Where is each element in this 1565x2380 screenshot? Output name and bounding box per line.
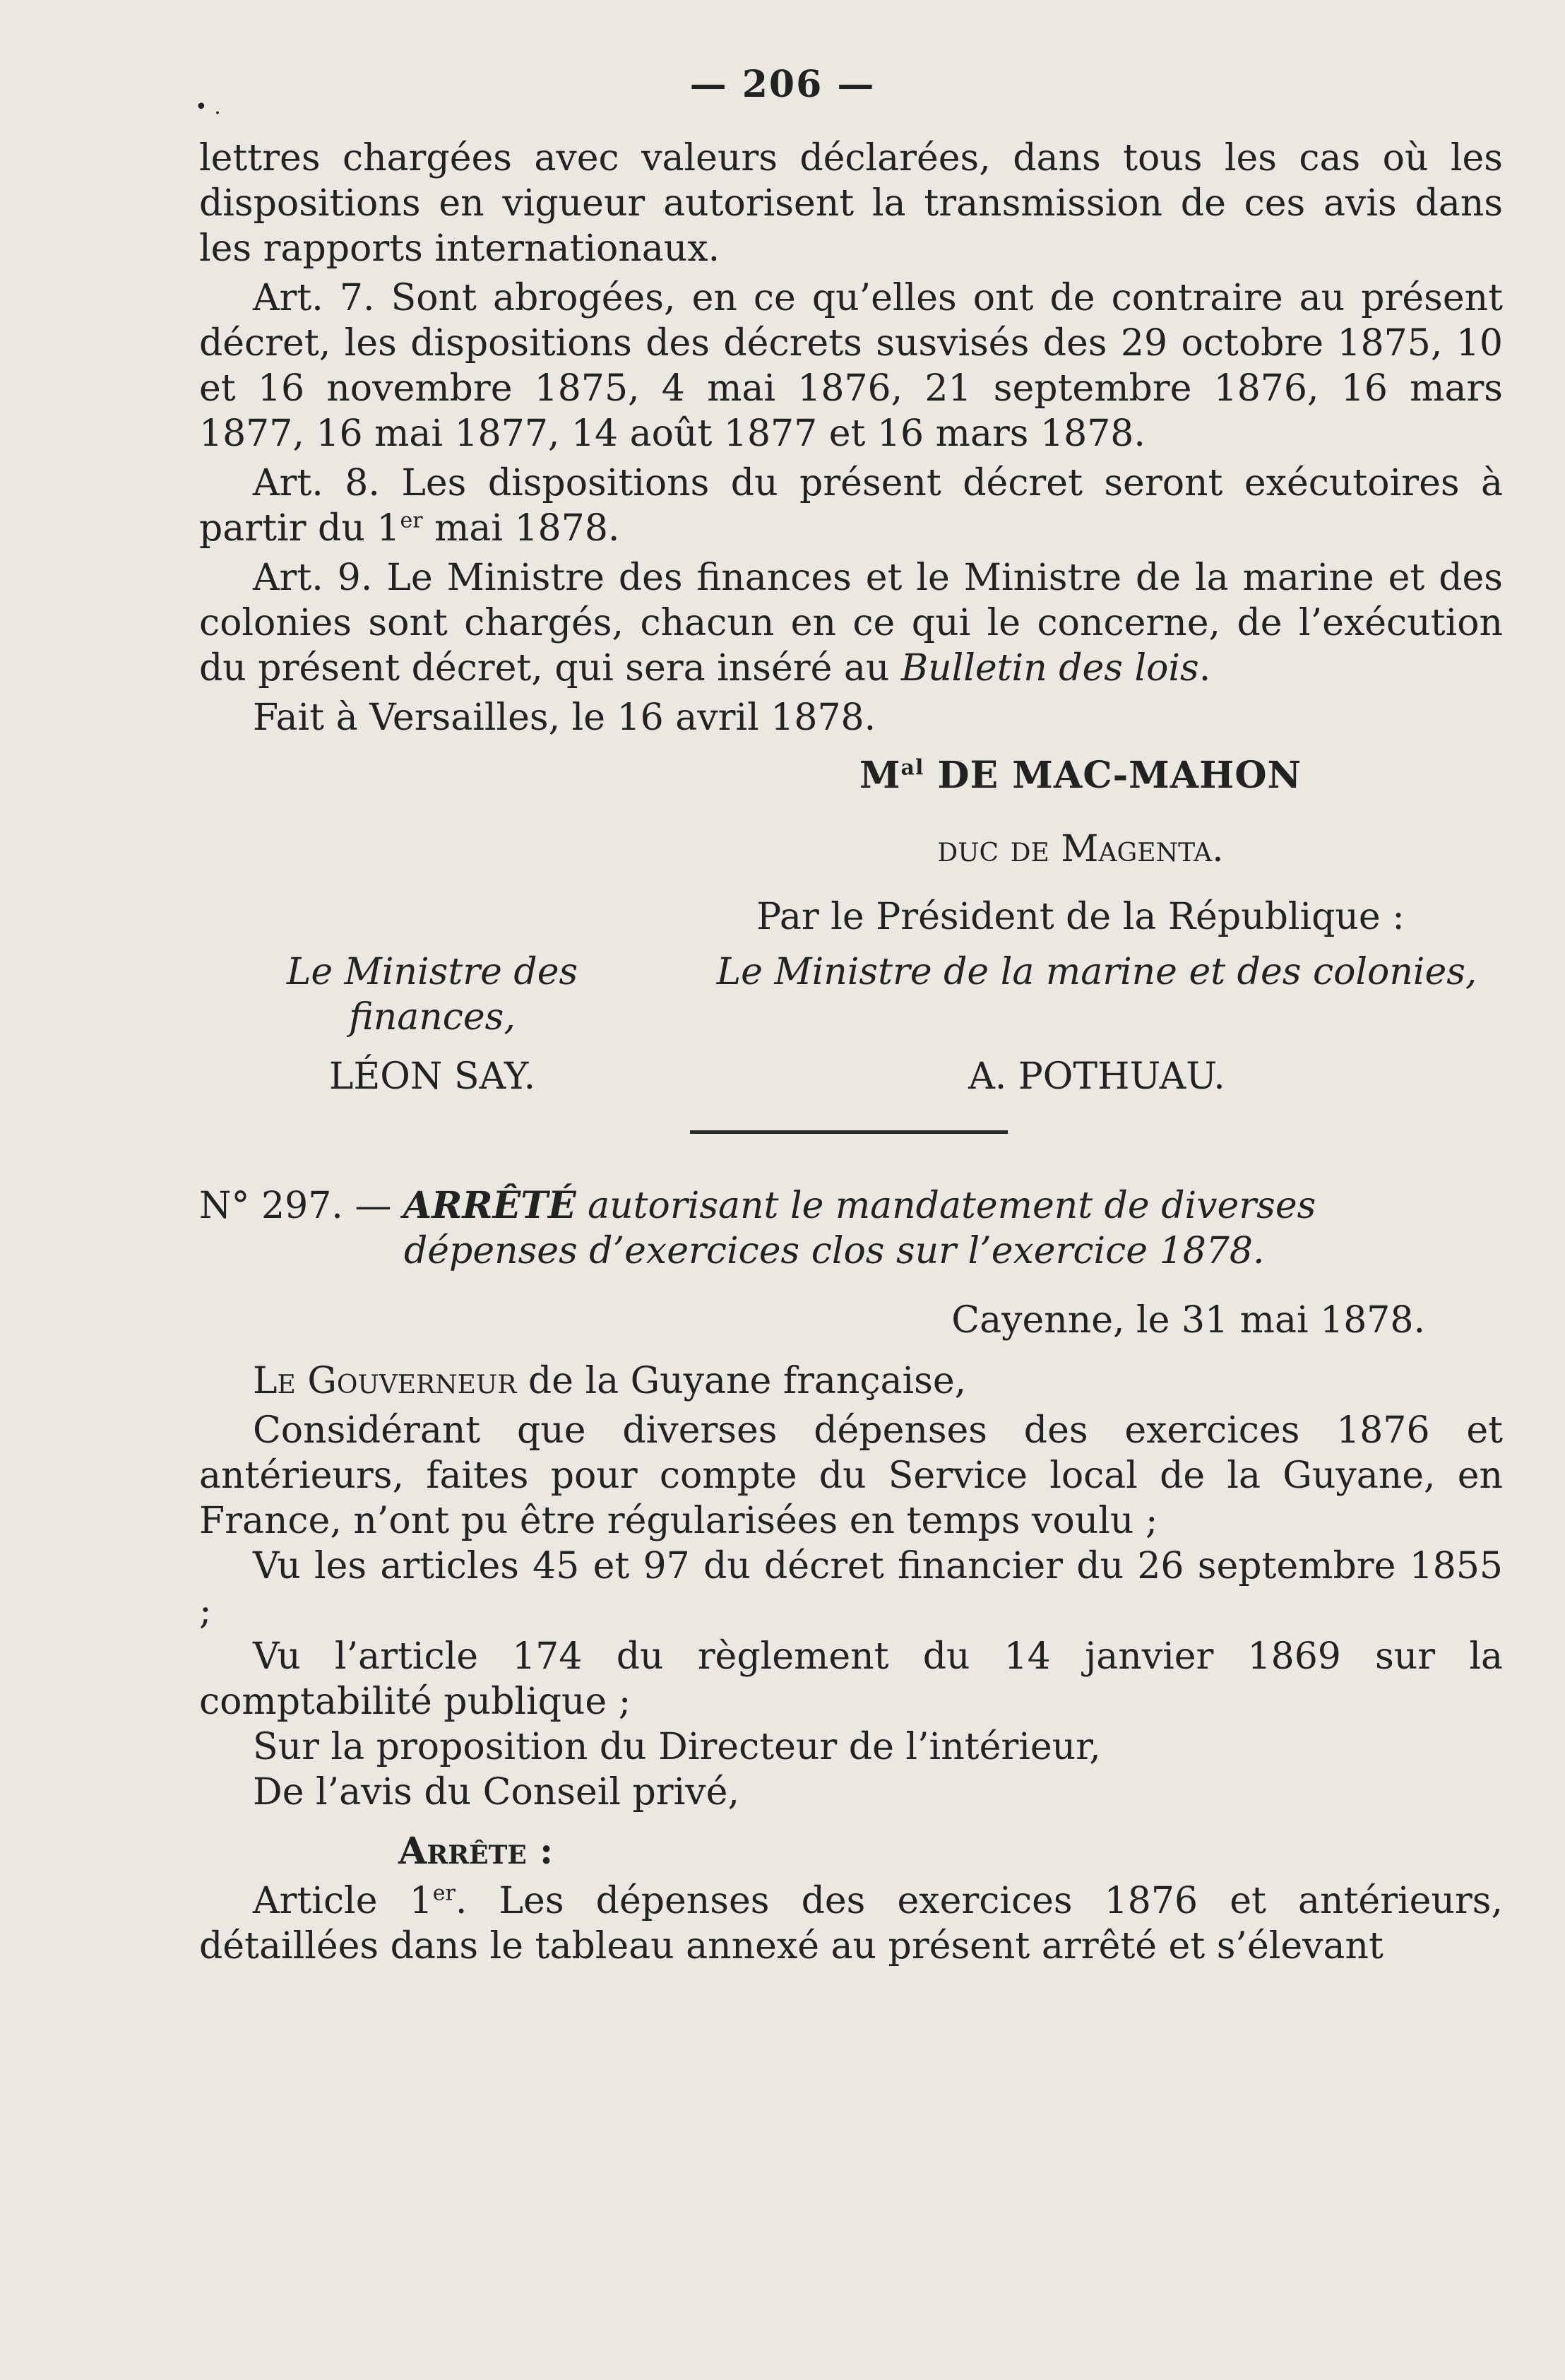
article-8-text: Art. 8. Les dispositions du présent décret seront exécutoires à partir du 1 [199, 462, 1503, 550]
arrete-heading: Arrête : [398, 1830, 554, 1873]
article-1 [199, 1878, 1503, 1969]
paragraph-continuation: lettres chargées avec valeurs déclarées, dans tous les cas où les dispositions en vigueur autorisent la transmission de ces avis dans les rapports internationaux. [199, 137, 1503, 270]
decree-title-line2: dépenses d’exercices clos sur l’exercice 1878. [404, 1230, 1265, 1272]
article-7: Art. 7. Sont abrogées, en ce qu’elles ont de contraire au présent décret, les dispositions des décrets susvisés des 29 octobre 1875, 10 et 16 novembre 1875, 4 mai 1876, 21 septembre 1876, 16 mars 1877, 16 mai 1877, 14 août 1877 et 16 mars 1878. [199, 277, 1503, 455]
article-9-text: Art. 9. Le Ministre des finances et le Ministre de la marine et des colonies sont chargés, chacun en ce qui le concerne, de l’exécution du présent décret, qui sera inséré au [199, 557, 1503, 689]
vu-articles: Vu les articles 45 et 97 du décret financier du 26 septembre 1855 ; [199, 1545, 1503, 1633]
page-body [199, 136, 1503, 1969]
marshal-name: DE MAC-MAHON [924, 754, 1302, 797]
avis-conseil: De l’avis du Conseil privé, [253, 1771, 739, 1813]
decree-title [199, 1183, 1503, 1229]
signature-marshal [199, 753, 1503, 798]
article-8-sup: er [400, 508, 423, 533]
fait-a-versailles: Fait à Versailles, le 16 avril 1878. [253, 697, 876, 739]
decree-title-rest: autorisant le mandatement de diverses [576, 1185, 1316, 1227]
article-1-text-end: . Les dépenses des exercices 1876 et antérieurs, détaillées dans le tableau annexé au présent arrêté et s’élevant [199, 1880, 1504, 1967]
article-9-text-end: . [1198, 647, 1211, 689]
left-minister-name: LÉON SAY. [328, 1055, 536, 1098]
marshal-prefix: M [859, 754, 901, 797]
article-8 [199, 461, 1503, 551]
considerant: Considérant que diverses dépenses des exercices 1876 et antérieurs, faites pour compte du Service local de la Guyane, en France, n’ont pu être régularisées en temps voulu ; [199, 1409, 1503, 1542]
ministers-titles [199, 949, 1503, 1040]
page-number: — 206 — [689, 63, 876, 106]
stray-mark: • . [195, 95, 221, 119]
governor-rest: de la Guyane française, [516, 1360, 967, 1402]
decree-date: Cayenne, le 31 mai 1878. [951, 1299, 1425, 1342]
article-1-sup: er [432, 1881, 456, 1906]
decree-number: N° 297. — [199, 1185, 403, 1227]
bulletin-des-lois: Bulletin des lois [900, 647, 1199, 689]
governor-line [199, 1358, 1503, 1404]
article-1-text: Article 1 [253, 1880, 433, 1922]
signature-duke: duc de Magenta. [937, 828, 1224, 870]
right-minister-title: Le Ministre de la marine et des colonies, [716, 951, 1477, 993]
article-8-text-end: mai 1878. [422, 507, 620, 550]
by-president: Par le Président de la République : [756, 896, 1405, 938]
section-divider [690, 1130, 1008, 1134]
sur-proposition: Sur la proposition du Directeur de l’intérieur, [253, 1726, 1101, 1768]
ministers-names [199, 1054, 1503, 1099]
right-minister-name: A. POTHUAU. [968, 1055, 1225, 1098]
vu-reglement: Vu l’article 174 du règlement du 14 janvier 1869 sur la comptabilité publique ; [199, 1635, 1503, 1723]
left-minister-title: Le Ministre des finances, [286, 951, 578, 1038]
governor-title: Le Gouverneur [253, 1360, 517, 1402]
article-9 [199, 555, 1503, 691]
marshal-sup: al [900, 755, 924, 781]
decree-title-bold: ARRÊTÉ [403, 1184, 576, 1227]
